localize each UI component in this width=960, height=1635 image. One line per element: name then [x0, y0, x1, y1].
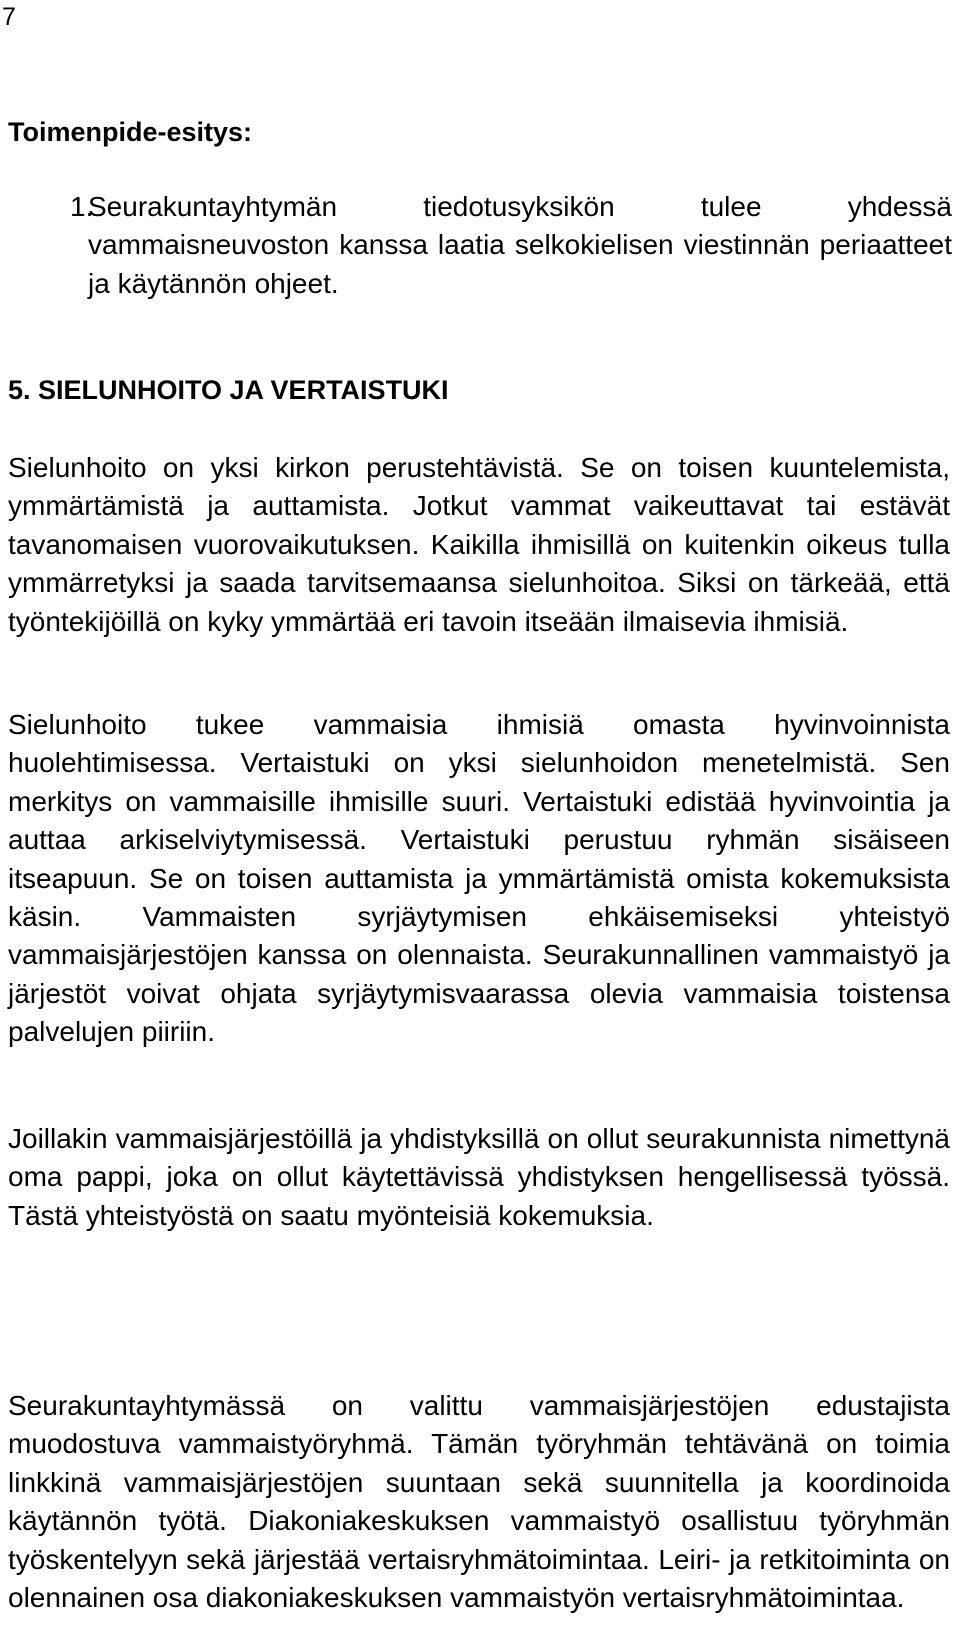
proposal-heading: Toimenpide-esitys:	[8, 117, 253, 147]
list-item-text: Seurakuntayhtymän tiedotusyksikön tulee yhdessä vammaisneuvoston kanssa laatia selkokielisen viestinnän periaatteet ja käytännön ohjeet.	[88, 191, 952, 299]
page-number: 7	[2, 3, 16, 31]
paragraph-peer-support: Sielunhoito tukee vammaisia ihmisiä omasta hyvinvoinnista huolehtimisessa. Vertaistuki on yksi sielunhoidon menetelmistä. Sen merkitys on vammaisille ihmisille suuri. Vertaistuki edistää hyvinvointia ja auttaa arkiselviytymisessä. Vertaistuki perustuu ryhmän sisäiseen itseapuun. Se on toisen auttamista ja ymmärtämistä omista kokemuksista käsin. Vammaisten syrjäytymisen ehkäisemiseksi yhteistyö vammaisjärjestöjen kanssa on olennaista. Seurakunnallinen vammaistyö ja järjestöt voivat ohjata syrjäytymisvaarassa olevia vammaisia toistensa palvelujen piiriin.	[8, 709, 950, 1048]
paragraph-pastoral-care: Sielunhoito on yksi kirkon perustehtävistä. Se on toisen kuuntelemista, ymmärtämistä ja auttamista. Jotkut vammat vaikeuttavat tai estävät tavanomaisen vuorovaikutuksen. Kaikilla ihmisillä on kuitenkin oikeus tulla ymmärretyksi ja saada tarvitsemaansa sielunhoitoa. Siksi on tärkeää, että työntekijöillä on kyky ymmärtää eri tavoin itseään ilmaisevia ihmisiä.	[8, 452, 950, 637]
list-item-number: 1.	[70, 191, 94, 222]
proposal-list	[8, 188, 952, 303]
section-title: 5. SIELUNHOITO JA VERTAISTUKI	[8, 375, 449, 405]
paragraph-working-group: Seurakuntayhtymässä on valittu vammaisjärjestöjen edustajista muodostuva vammaistyöryhmä. Tämän työryhmän tehtävänä on toimia linkkinä vammaisjärjestöjen suuntaan sekä suunnitella ja koordinoida käytännön työtä. Diakoniakeskuksen vammaistyö osallistuu työryhmän työskentelyyn sekä järjestää vertaisryhmätoimintaa. Leiri- ja retkitoiminta on olennainen osa diakoniakeskuksen vammaistyön vertaisryhmätoimintaa.	[8, 1390, 950, 1614]
list-item	[8, 188, 952, 303]
paragraph-disability-organizations: Joillakin vammaisjärjestöillä ja yhdistyksillä on ollut seurakunnista nimettynä oma pappi, joka on ollut käytettävissä yhdistyksen hengellisessä työssä. Tästä yhteistyöstä on saatu myönteisiä kokemuksia.	[8, 1123, 950, 1231]
